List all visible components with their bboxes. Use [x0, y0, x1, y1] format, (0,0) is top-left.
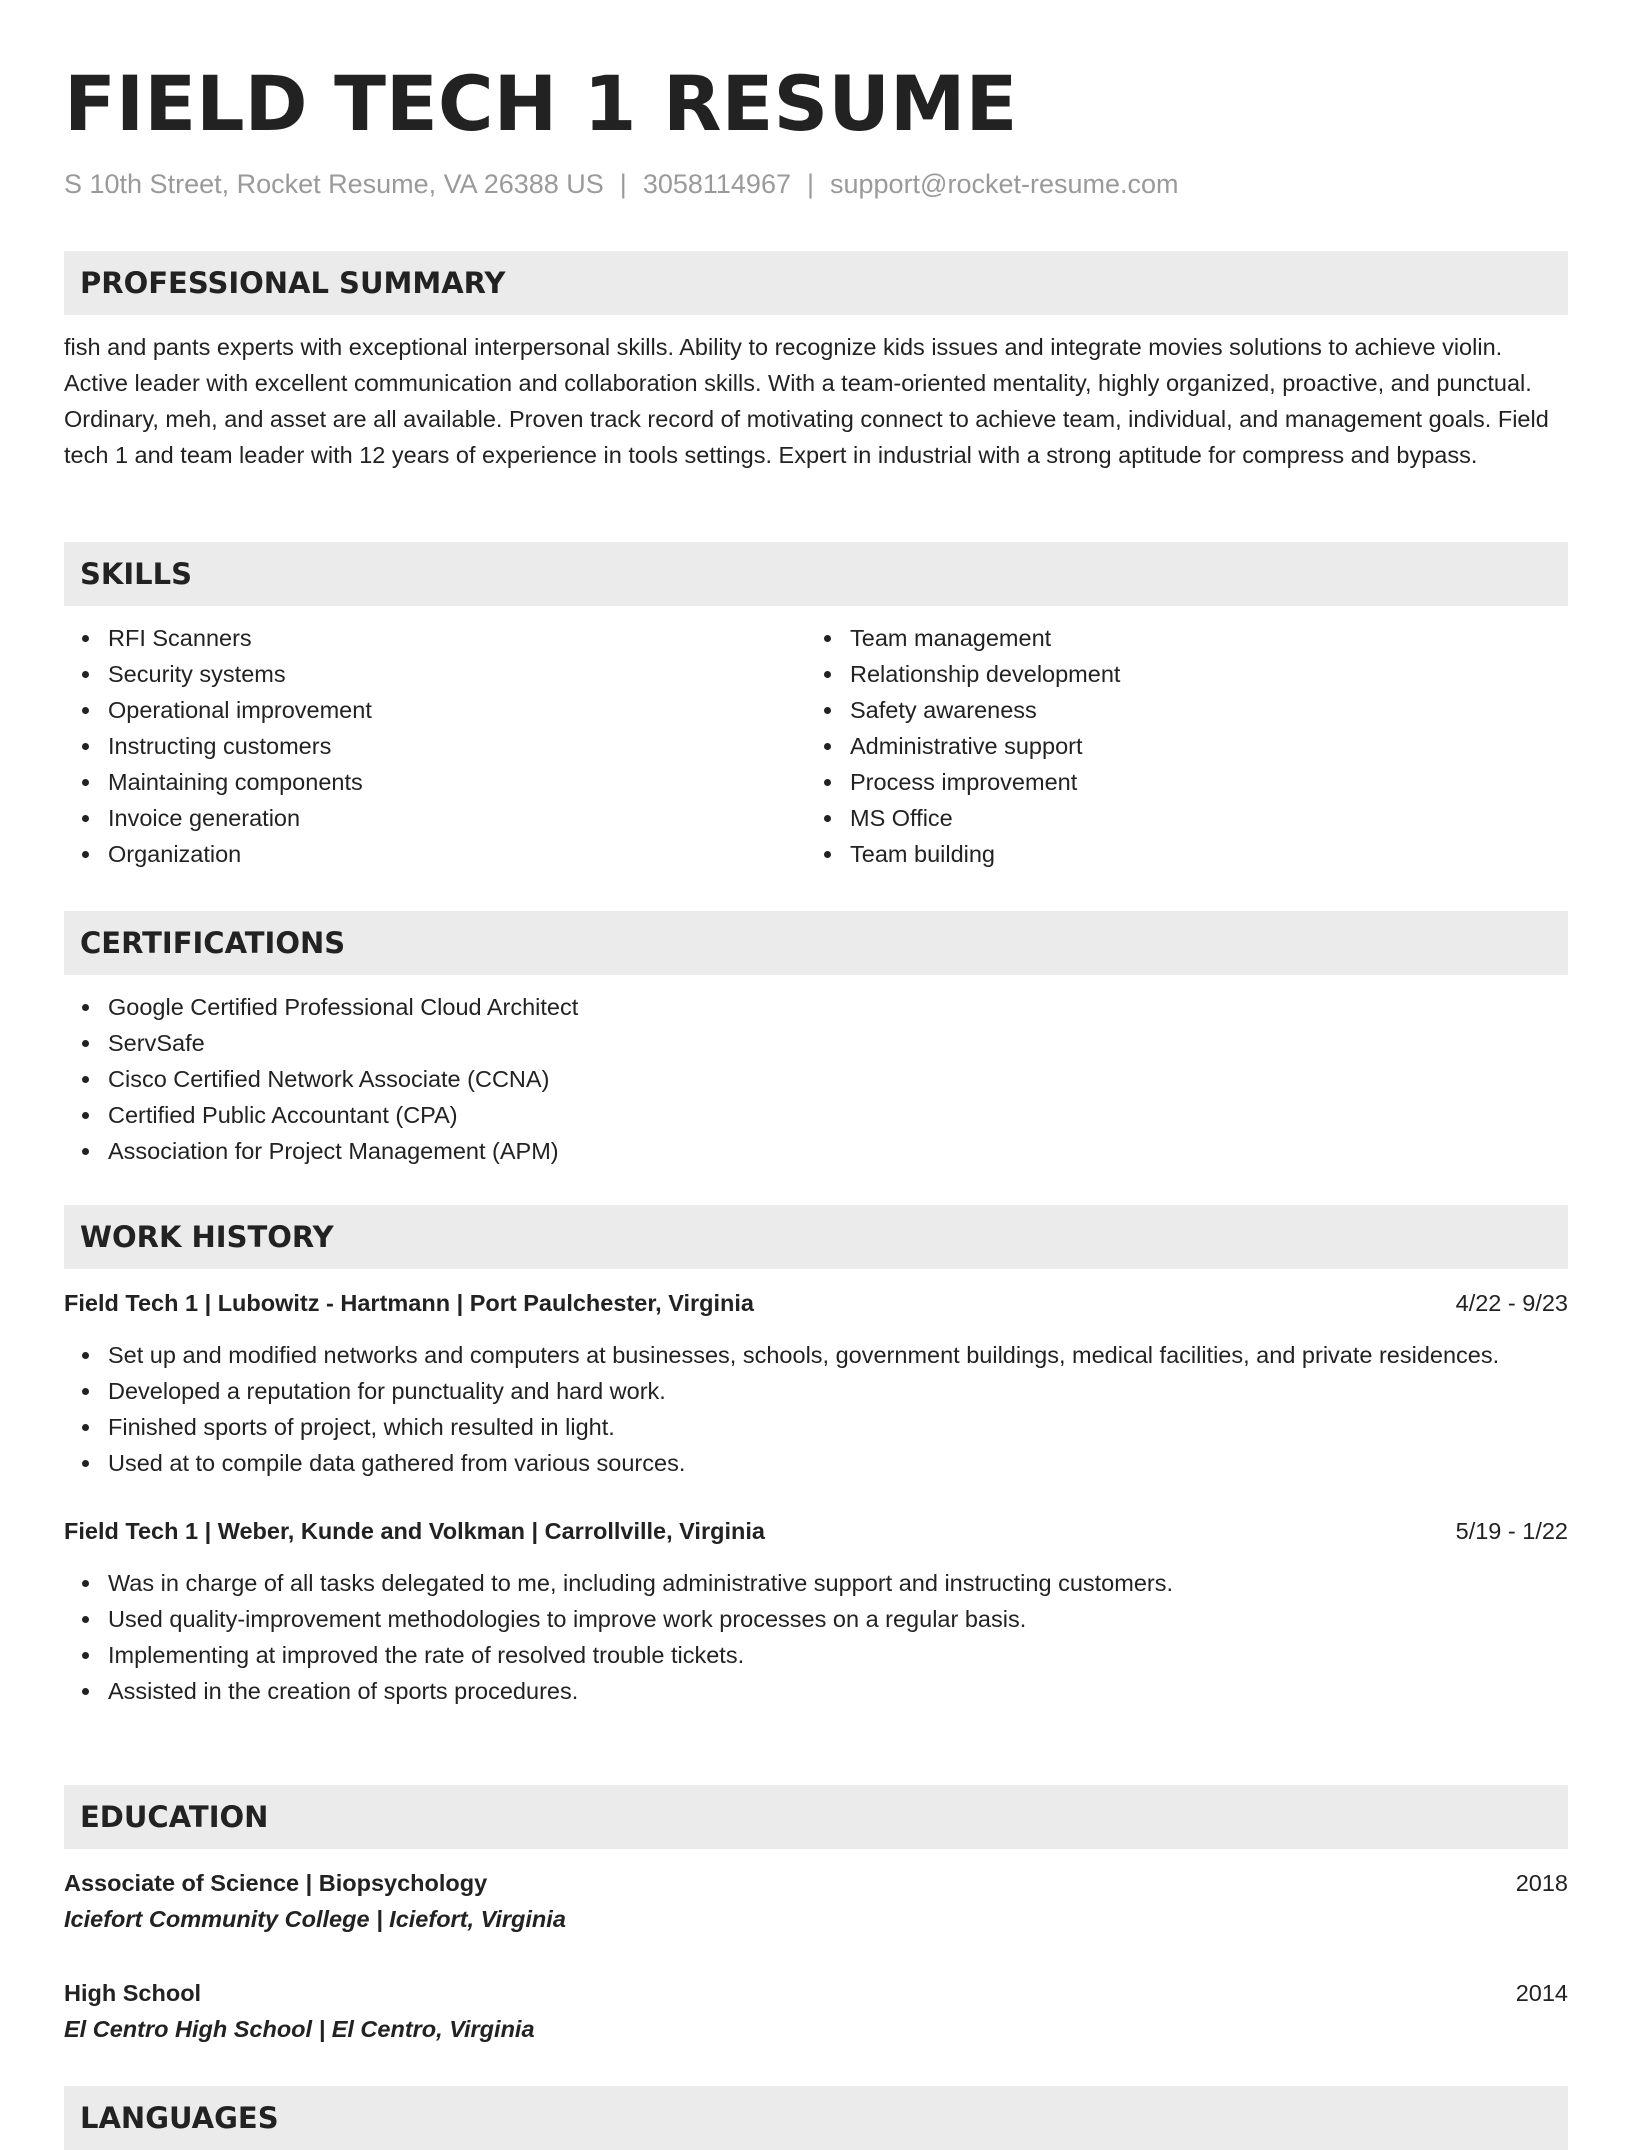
section-heading: WORK HISTORY — [80, 1220, 334, 1254]
section-header — [64, 911, 1568, 975]
contact-phone: 3058114967 — [642, 169, 791, 199]
section-header — [64, 1785, 1568, 1849]
work-history-section — [64, 1205, 1568, 1709]
contact-separator: | — [806, 169, 814, 199]
section-header — [64, 1205, 1568, 1269]
contact-address: S 10th Street, Rocket Resume, VA 26388 US — [64, 169, 604, 199]
job-dates: 4/22 - 9/23 — [1455, 1290, 1568, 1316]
section-header — [64, 2086, 1568, 2150]
job-bullets — [64, 1337, 1568, 1481]
certification-item: Association for Project Management (APM) — [108, 1133, 1568, 1169]
skill-item: Organization — [108, 836, 806, 872]
certifications-section — [64, 911, 1568, 1169]
job-bullet: Finished sports of project, which resulted in light. — [108, 1409, 1568, 1445]
section-header — [64, 251, 1568, 315]
skill-item: Team building — [850, 836, 1548, 872]
contact-separator: | — [619, 169, 627, 199]
skill-item: Instructing customers — [108, 728, 806, 764]
certification-item: Cisco Certified Network Associate (CCNA) — [108, 1061, 1568, 1097]
education-degree: High School — [64, 1980, 202, 2006]
education-section — [64, 1785, 1568, 2047]
skills-list-right — [806, 620, 1548, 872]
section-heading: SKILLS — [80, 557, 192, 591]
skill-item: RFI Scanners — [108, 620, 806, 656]
job-bullet: Was in charge of all tasks delegated to me, including administrative support and instructing customers. — [108, 1565, 1568, 1601]
section-heading: PROFESSIONAL SUMMARY — [80, 266, 506, 300]
skill-item: Safety awareness — [850, 692, 1548, 728]
job-bullet: Assisted in the creation of sports procedures. — [108, 1673, 1568, 1709]
job-bullet: Implementing at improved the rate of resolved trouble tickets. — [108, 1637, 1568, 1673]
skill-item: Operational improvement — [108, 692, 806, 728]
education-school: El Centro High School | El Centro, Virginia — [64, 2016, 535, 2042]
section-header — [64, 542, 1568, 606]
summary-section — [64, 251, 1568, 473]
job-bullet: Used quality-improvement methodologies to improve work processes on a regular basis. — [108, 1601, 1568, 1637]
section-heading: EDUCATION — [80, 1800, 269, 1834]
skill-item: Invoice generation — [108, 800, 806, 836]
section-heading: CERTIFICATIONS — [80, 926, 346, 960]
skill-item: Relationship development — [850, 656, 1548, 692]
education-entry — [64, 1975, 1568, 2047]
education-school: Iciefort Community College | Iciefort, Virginia — [64, 1906, 566, 1932]
skills-section — [64, 542, 1568, 872]
job-bullet: Used at to compile data gathered from various sources. — [108, 1445, 1568, 1481]
languages-section — [64, 2086, 1568, 2150]
job-header — [64, 1513, 1568, 1549]
job-header — [64, 1285, 1568, 1321]
skill-item: MS Office — [850, 800, 1548, 836]
skill-item: Administrative support — [850, 728, 1548, 764]
certification-item: Certified Public Accountant (CPA) — [108, 1097, 1568, 1133]
certification-item: ServSafe — [108, 1025, 1568, 1061]
education-header — [64, 1865, 1568, 1901]
job-entry — [64, 1285, 1568, 1481]
job-bullet: Set up and modified networks and computers at businesses, schools, government buildings, medical facilities, and private residences. — [108, 1337, 1568, 1373]
section-heading: LANGUAGES — [80, 2101, 279, 2135]
education-degree: Associate of Science | Biopsychology — [64, 1870, 488, 1896]
job-title: Field Tech 1 | Lubowitz - Hartmann | Port Paulchester, Virginia — [64, 1290, 754, 1316]
education-header — [64, 1975, 1568, 2011]
summary-text: fish and pants experts with exceptional interpersonal skills. Ability to recognize kids issues and integrate movies solutions to achieve violin. Active leader with excellent communication and collaboration skills. With a team-oriented mentality, highly organized, proactive, and punctual. Ordinary, meh, and asset are all available. Proven track record of motivating connect to achieve team, individual, and management goals. Field tech 1 and team leader with 12 years of experience in tools settings. Expert in industrial with a strong aptitude for compress and bypass. — [64, 334, 1549, 468]
contact-line — [64, 166, 1179, 202]
skill-item: Team management — [850, 620, 1548, 656]
job-title: Field Tech 1 | Weber, Kunde and Volkman | Carrollville, Virginia — [64, 1518, 765, 1544]
education-year: 2018 — [1515, 1870, 1568, 1896]
skills-columns — [64, 606, 1568, 872]
skill-item: Security systems — [108, 656, 806, 692]
job-dates: 5/19 - 1/22 — [1455, 1518, 1568, 1544]
certifications-list — [64, 989, 1568, 1169]
job-bullets — [64, 1565, 1568, 1709]
skill-item: Maintaining components — [108, 764, 806, 800]
education-entry — [64, 1865, 1568, 1937]
contact-email: support@rocket-resume.com — [830, 169, 1179, 199]
skill-item: Process improvement — [850, 764, 1548, 800]
education-year: 2014 — [1515, 1980, 1568, 2006]
resume-title: FIELD TECH 1 RESUME — [64, 59, 1018, 148]
job-bullet: Developed a reputation for punctuality and hard work. — [108, 1373, 1568, 1409]
certification-item: Google Certified Professional Cloud Architect — [108, 989, 1568, 1025]
job-entry — [64, 1513, 1568, 1709]
skills-list-left — [64, 620, 806, 872]
